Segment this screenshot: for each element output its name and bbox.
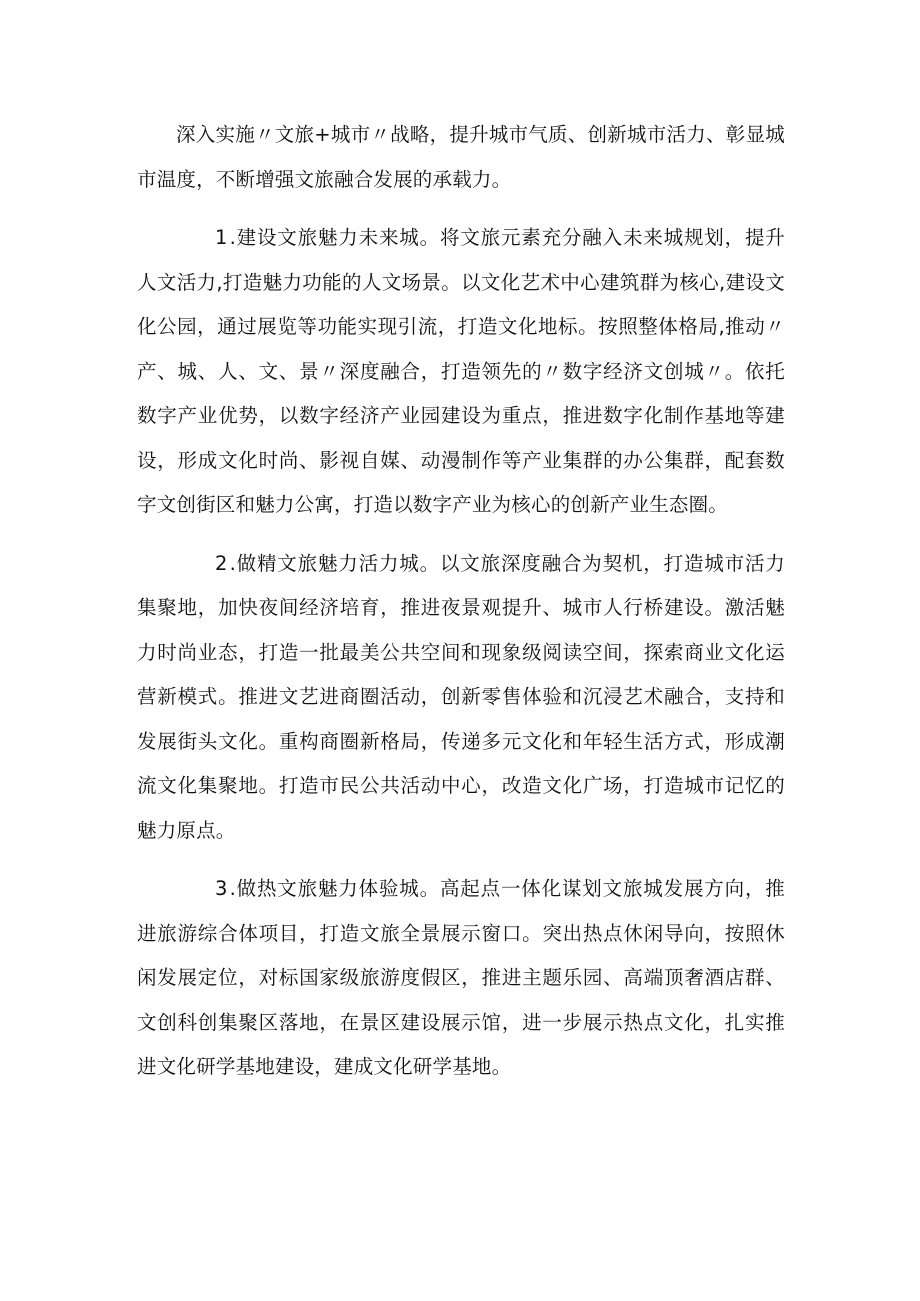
paragraph-number: 3 xyxy=(215,877,228,900)
paragraph-item-2 xyxy=(137,542,785,854)
paragraph-text: 深入实施〃文旅+城市〃战略，提升城市气质、创新城市活力、彰显城市温度，不断增强文旅融合发展的承载力。 xyxy=(137,123,785,191)
paragraph-text: .做精文旅魅力活力城。以文旅深度融合为契机，打造城市活力集聚地，加快夜间经济培育，推进夜景观提升、城市人行桥建设。激活魅力时尚业态，打造一批最美公共空间和现象级阅读空间，探索商业文化运营新模式。推进文艺进商圈活动，创新零售体验和沉浸艺术融合，支持和发展街头文化。重构商圈新格局，传递多元文化和年轻生活方式，形成潮流文化集聚地。打造市民公共活动中心，改造文化广场，打造城市记忆的魅力原点。 xyxy=(137,551,785,842)
paragraph-number: 2 xyxy=(215,551,228,575)
paragraph-number: 1 xyxy=(215,226,228,249)
paragraph-text: .建设文旅魅力未来城。将文旅元素充分融入未来城规划，提升人文活力,打造魅力功能的人文场景。以文化艺术中心建筑群为核心,建设文化公园，通过展览等功能实现引流，打造文化地标。按照整体格局,推动〃产、城、人、文、景〃深度融合，打造领先的〃数字经济文创城〃。依托数字产业优势，以数字经济产业园建设为重点，推进数字化制作基地等建设，形成文化时尚、影视自媒、动漫制作等产业集群的办公集群，配套数字文创街区和魅力公寓，打造以数字产业为核心的创新产业生态圈。 xyxy=(137,226,785,516)
paragraph-intro xyxy=(137,113,785,202)
paragraph-item-3 xyxy=(137,867,785,1090)
paragraph-item-1 xyxy=(137,216,785,528)
paragraph-text: .做热文旅魅力体验城。高起点一体化谋划文旅城发展方向，推进旅游综合体项目，打造文旅全景展示窗口。突出热点休闲导向，按照休闲发展定位，对标国家级旅游度假区，推进主题乐园、高端顶奢酒店群、文创科创集聚区落地，在景区建设展示馆，进一步展示热点文化，扎实推进文化研学基地建设，建成文化研学基地。 xyxy=(137,877,785,1078)
document-body xyxy=(137,113,785,1104)
